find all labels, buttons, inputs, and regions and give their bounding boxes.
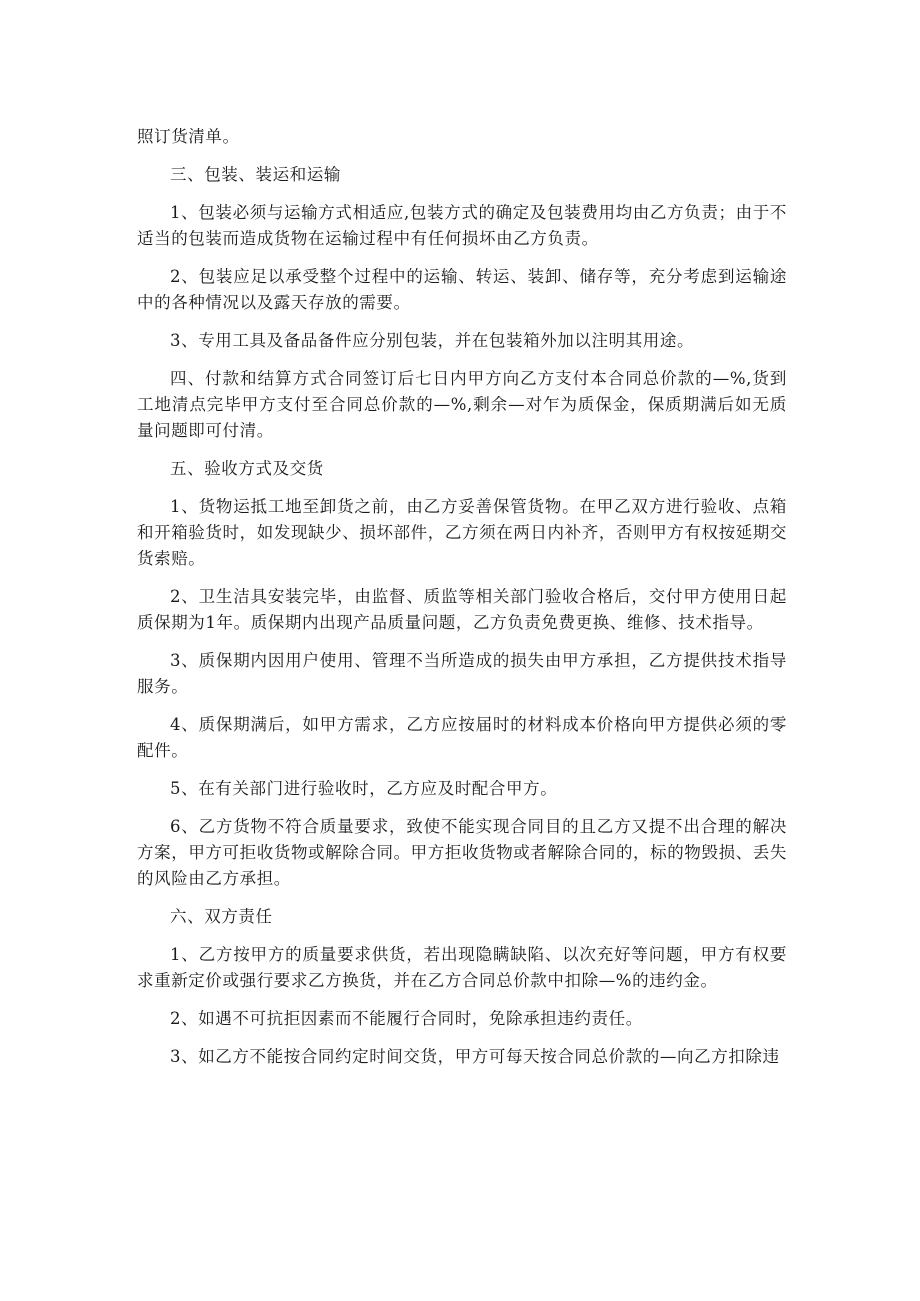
section-heading-responsibilities: 六、双方责任	[170, 907, 273, 926]
paragraph: 6、乙方货物不符合质量要求，致使不能实现合同目的且乙方又提不出合理的解决方案，甲方可拒收货物或解除合同。甲方拒收货物或者解除合同的，标的物毁损、丢失的风险由乙方承担。	[137, 817, 787, 888]
paragraph: 3、质保期内因用户使用、管理不当所造成的损失由甲方承担，乙方提供技术指导服务。	[137, 651, 787, 696]
paragraph: 5、在有关部门进行验收时，乙方应及时配合甲方。	[170, 779, 558, 798]
paragraph: 4、质保期满后，如甲方需求，乙方应按届时的材料成本价格向甲方提供必须的零配件。	[137, 715, 787, 760]
paragraph: 3、专用工具及备品备件应分别包装，并在包装箱外加以注明其用途。	[170, 331, 695, 350]
paragraph: 1、包装必须与运输方式相适应,包装方式的确定及包装费用均由乙方负责；由于不适当的包装而造成货物在运输过程中有任何损坏由乙方负责。	[137, 203, 787, 248]
paragraph-continuation: 照订货清单。	[137, 127, 240, 146]
paragraph: 1、乙方按甲方的质量要求供货，若出现隐瞒缺陷、以次充好等问题，甲方有权要求重新定价或强行要求乙方换货，并在乙方合同总价款中扣除—%的违约金。	[137, 945, 787, 990]
paragraph: 3、如乙方不能按合同约定时间交货，甲方可每天按合同总价款的—向乙方扣除违	[170, 1047, 780, 1066]
section-paragraph-payment: 四、付款和结算方式合同签订后七日内甲方向乙方支付本合同总价款的—%,货到工地清点完毕甲方支付至合同总价款的—%,剩余—对乍为质保金，保质期满后如无质量问题即可付清。	[137, 369, 787, 440]
paragraph: 1、货物运抵工地至卸货之前，由乙方妥善保管货物。在甲乙双方进行验收、点箱和开箱验货时，如发现缺少、损坏部件，乙方须在两日内补齐，否则甲方有权按延期交货索赔。	[137, 497, 787, 568]
paragraph: 2、卫生洁具安装完毕，由监督、质监等相关部门验收合格后，交付甲方使用日起质保期为1年。质保期内出现产品质量问题，乙方负责免费更换、维修、技术指导。	[137, 587, 787, 632]
section-heading-acceptance: 五、验收方式及交货	[170, 459, 324, 478]
section-heading-packaging: 三、包装、装运和运输	[170, 165, 341, 184]
document-page	[137, 124, 787, 1082]
paragraph: 2、包装应足以承受整个过程中的运输、转运、装卸、储存等，充分考虑到运输途中的各种情况以及露天存放的需要。	[137, 267, 787, 312]
paragraph: 2、如遇不可抗拒因素而不能履行合同时，免除承担违约责任。	[170, 1009, 643, 1028]
